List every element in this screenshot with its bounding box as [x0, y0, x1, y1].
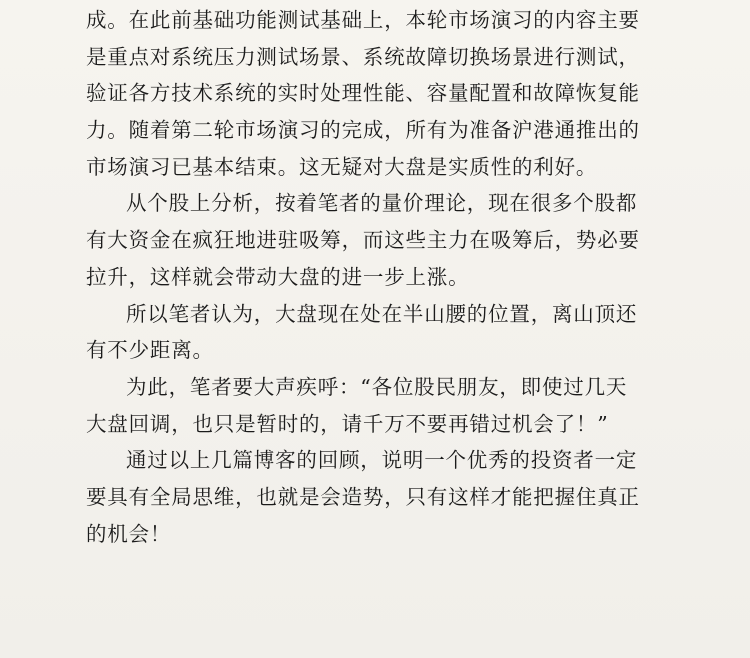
paragraph-first-line: 所以笔者认为，大盘现在处在半山腰的位置，离山顶还	[126, 301, 638, 326]
text-line: 是重点对系统压力测试场景、系统故障切换场景进行测试，	[86, 44, 640, 69]
text-line: 验证各方技术系统的实时处理性能、容量配置和故障恢复能	[86, 81, 640, 106]
paragraph-first-line: 为此，笔者要大声疾呼：“各位股民朋友，即使过几天	[126, 374, 628, 399]
text-line: 力。随着第二轮市场演习的完成，所有为准备沪港通推出的	[86, 118, 640, 143]
paragraph-first-line: 通过以上几篇博客的回顾，说明一个优秀的投资者一定	[126, 448, 638, 473]
text-line: 的机会！	[86, 521, 172, 546]
paragraph-first-line: 从个股上分析，按着笔者的量价理论，现在很多个股都	[126, 191, 638, 216]
text-line: 有大资金在疯狂地进驻吸筹，而这些主力在吸筹后，势必要	[86, 228, 640, 253]
text-line: 成。在此前基础功能测试基础上，本轮市场演习的内容主要	[86, 8, 640, 32]
text-line: 大盘回调，也只是暂时的，请千万不要再错过机会了！”	[86, 411, 609, 436]
text-line: 市场演习已基本结束。这无疑对大盘是实质性的利好。	[86, 154, 598, 179]
text-line: 要具有全局思维，也就是会造势，只有这样才能把握住真正	[86, 484, 640, 509]
text-line: 有不少距离。	[86, 338, 214, 363]
text-line: 拉升，这样就会带动大盘的进一步上涨。	[86, 264, 470, 289]
body-text	[86, 2, 646, 552]
